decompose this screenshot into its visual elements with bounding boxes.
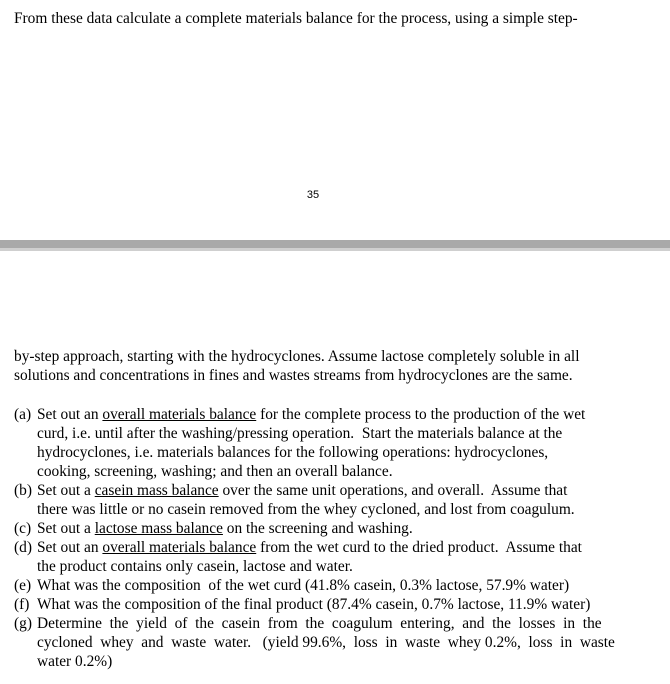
question-label: (b) [14, 482, 32, 499]
text-segment: there was little or no casein removed from the whey cycloned, and lost from coagulum. [37, 501, 575, 518]
question-text [37, 614, 638, 671]
question-line [37, 405, 638, 424]
question-item [14, 614, 638, 671]
question-line [37, 652, 638, 671]
text-segment: What was the composition of the wet curd (41.8% casein, 0.3% lactose, 57.9% water) [37, 577, 570, 594]
text-segment: from the wet curd to the dried product. Assume that [256, 539, 582, 556]
question-item [14, 405, 638, 481]
question-text [37, 576, 638, 595]
page1-last-line: From these data calculate a complete materials balance for the process, using a simple step- [14, 10, 578, 27]
question-item [14, 595, 638, 614]
question-line [37, 576, 638, 595]
question-label: (d) [14, 539, 32, 556]
question-list [14, 405, 638, 671]
text-segment: for the complete process to the production of the wet [256, 406, 586, 423]
page-number: 35 [306, 189, 320, 201]
underlined-term: overall materials balance [102, 406, 257, 423]
text-segment: over the same unit operations, and overall. Assume that [218, 482, 568, 499]
intro-paragraph [14, 347, 638, 385]
question-line [37, 633, 638, 652]
question-line [37, 424, 638, 443]
text-segment: Set out an [37, 539, 103, 556]
question-text [37, 481, 638, 519]
question-line [37, 500, 638, 519]
question-text [37, 405, 638, 481]
text-segment: the product contains only casein, lactose and water. [37, 558, 353, 575]
text-segment: curd, i.e. until after the washing/pressing operation. Start the materials balance at the [37, 425, 563, 442]
intro-line: solutions and concentrations in fines and wastes streams from hydrocyclones are the same. [14, 367, 573, 384]
question-line [37, 557, 638, 576]
intro-line: by-step approach, starting with the hydrocyclones. Assume lactose completely soluble in all [14, 348, 580, 365]
question-text [37, 519, 638, 538]
question-label: (f) [14, 596, 30, 613]
question-line [37, 519, 638, 538]
text-segment: Set out an [37, 406, 103, 423]
underlined-term: overall materials balance [102, 539, 257, 556]
question-label: (a) [14, 406, 32, 423]
text-segment: on the screening and washing. [222, 520, 413, 537]
text-segment: water 0.2%) [37, 653, 113, 670]
text-segment: cycloned whey and waste water. (yield 99.6%, loss in waste whey 0.2%, loss in waste [37, 634, 615, 651]
question-text [37, 595, 638, 614]
question-line [37, 443, 638, 462]
question-text [37, 538, 638, 576]
text-segment: hydrocyclones, i.e. materials balances for the following operations: hydrocyclones, [37, 444, 549, 461]
question-label: (e) [14, 577, 32, 594]
question-item [14, 519, 638, 538]
question-item [14, 481, 638, 519]
text-segment: Set out a [37, 482, 95, 499]
question-line [37, 538, 638, 557]
text-segment: cooking, screening, washing; and then an overall balance. [37, 463, 393, 480]
question-item [14, 576, 638, 595]
page-separator [0, 240, 670, 248]
page-separator-shadow [0, 248, 670, 251]
underlined-term: casein mass balance [94, 482, 219, 499]
underlined-term: lactose mass balance [94, 520, 223, 537]
question-label: (c) [14, 520, 32, 537]
text-segment: What was the composition of the final product (87.4% casein, 0.7% lactose, 11.9% water) [37, 596, 591, 613]
question-line [37, 462, 638, 481]
question-line [37, 481, 638, 500]
question-line [37, 614, 638, 633]
text-segment: Determine the yield of the casein from the coagulum entering, and the losses in the [37, 615, 602, 632]
question-label: (g) [14, 615, 32, 632]
text-segment: Set out a [37, 520, 95, 537]
question-line [37, 595, 638, 614]
question-item [14, 538, 638, 576]
